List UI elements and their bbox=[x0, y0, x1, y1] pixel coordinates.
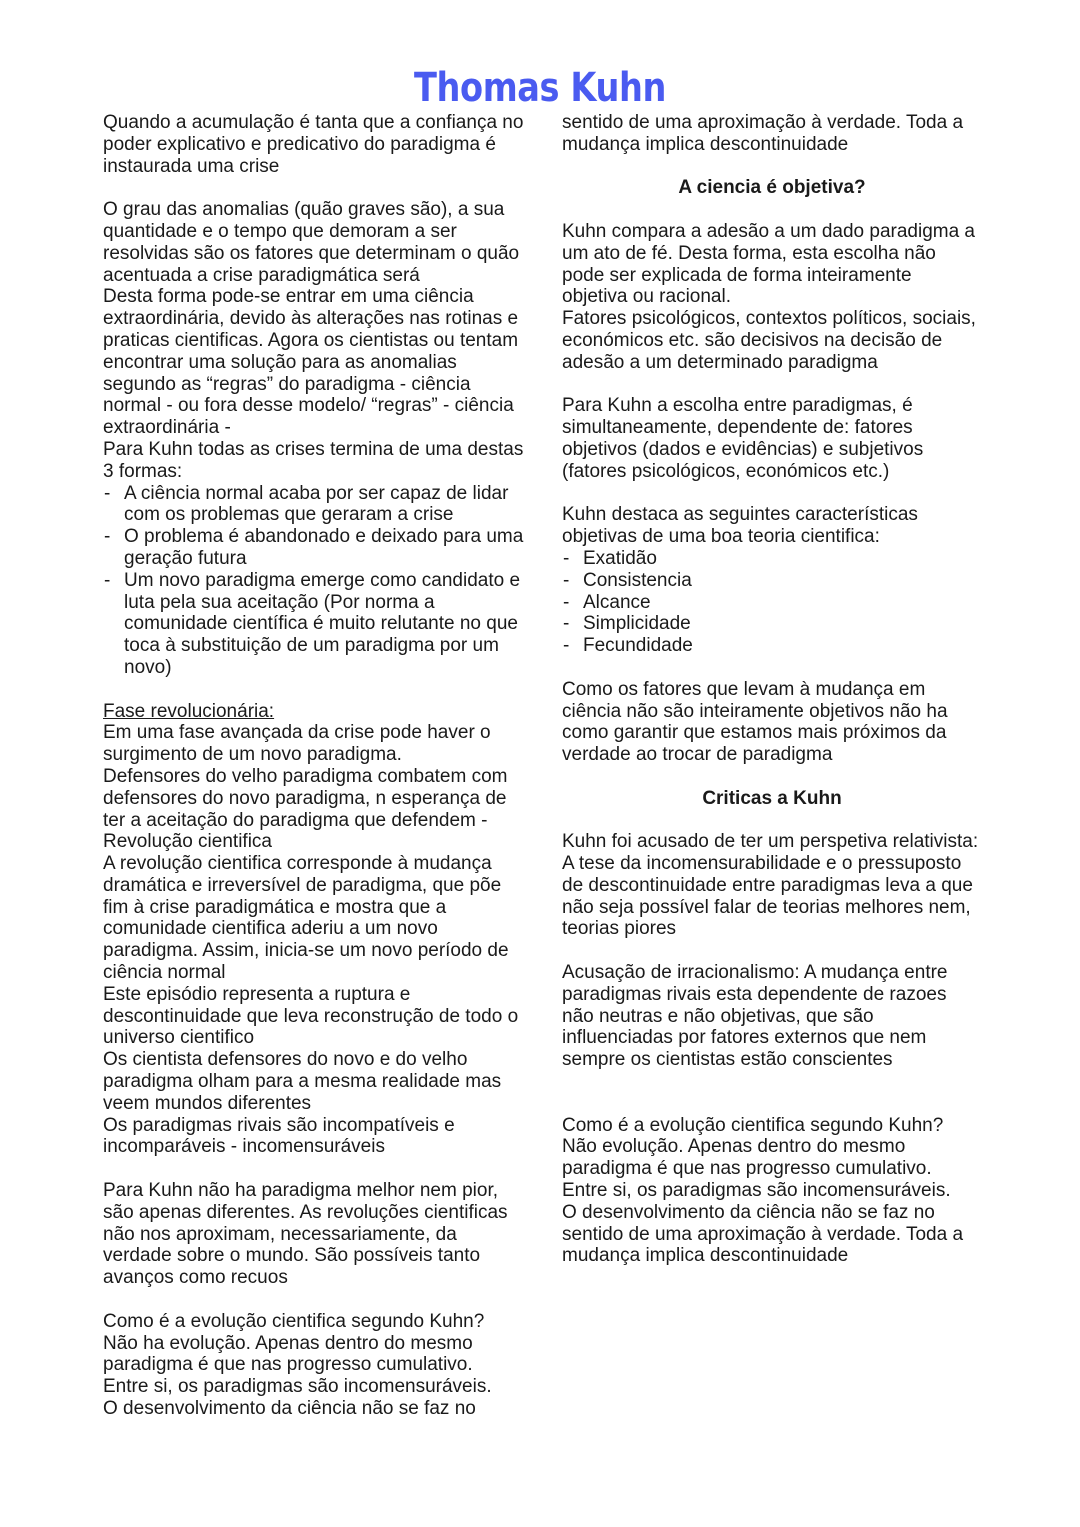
characteristics-intro: Kuhn destaca as seguintes características objetivas de uma boa teoria cientifica: bbox=[562, 504, 918, 548]
evolution-line: Entre si, os paradigmas são incomensuráveis. bbox=[562, 1180, 951, 1202]
crisis-outcomes-intro: Para Kuhn todas as crises termina de uma destas 3 formas: bbox=[103, 438, 524, 482]
evolution-question: Como é a evolução cientifica segundo Kuhn? bbox=[103, 1310, 485, 1332]
list-item: - Simplicidade bbox=[562, 613, 982, 635]
no-better-paradigm-paragraph: Para Kuhn não ha paradigma melhor nem pior, são apenas diferentes. As revoluções cientificas não nos aproximam, necessariamente, da verdade sobre o mundo. São possíveis tanto avanços como recuos bbox=[103, 1180, 508, 1289]
evolution-line: Não ha evolução. Apenas dentro do mesmo paradigma é que nas progresso cumulativo. bbox=[103, 1332, 473, 1376]
irrationalism-paragraph: Acusação de irracionalismo: A mudança entre paradigmas rivais esta dependente de razoes não neutras e não objetivas, que são influenciadas por fatores externos que nem sempre os cientistas estão conscientes bbox=[562, 962, 948, 1071]
revolution-heading: Fase revolucionária: bbox=[103, 700, 275, 722]
revolution-line: Este episódio representa a ruptura e descontinuidade que leva reconstrução de todo o universo cientifico bbox=[103, 983, 519, 1049]
crisis-outcomes-list bbox=[103, 483, 528, 679]
list-item: - Alcance bbox=[562, 592, 982, 614]
relativism-paragraph: Kuhn foi acusado de ter um perspetiva relativista: A tese da incomensurabilidade e o pressuposto de descontinuidade entre paradigmas leva a que não seja possível falar de teorias melhores nem, teorias piores bbox=[562, 831, 979, 940]
faith-paragraph: Kuhn compara a adesão a um dado paradigma a um ato de fé. Desta forma, esta escolha não pode ser explicada de forma inteiramente objetiva ou racional. bbox=[562, 220, 975, 308]
left-column bbox=[103, 112, 528, 1420]
revolution-line: Os paradigmas rivais são incompatíveis e incomparáveis - incomensuráveis bbox=[103, 1114, 455, 1158]
page-title: Thomas Kuhn bbox=[414, 65, 666, 111]
objectivity-heading: A ciencia é objetiva? bbox=[678, 177, 866, 199]
revolution-line: Defensores do velho paradigma combatem com defensores do novo paradigma, n esperança de ter a aceitação do paradigma que defendem - Revolução cientifica bbox=[103, 765, 508, 853]
revolution-line: Em uma fase avançada da crise pode haver o surgimento de um novo paradigma. bbox=[103, 722, 491, 766]
critics-heading: Criticas a Kuhn bbox=[702, 787, 842, 809]
revolution-line: Os cientista defensores do novo e do velho paradigma olham para a mesma realidade mas veem mundos diferentes bbox=[103, 1049, 502, 1114]
list-item: - Exatidão bbox=[562, 548, 982, 570]
revolution-line: A revolução cientifica corresponde à mudança dramática e irreversível de paradigma, que põe fim à crise paradigmática e mostra que a comunidade cientifica aderiu a um novo paradigma. Assim, inicia-se um novo período de ciência normal bbox=[103, 853, 509, 984]
evolution-line: O desenvolvimento da ciência não se faz no sentido de uma aproximação à verdade. Toda a mudança implica descontinuidade bbox=[562, 1201, 964, 1267]
evolution-line: Entre si, os paradigmas são incomensuráveis. bbox=[103, 1376, 492, 1398]
list-item: - Um novo paradigma emerge como candidato e luta pela sua aceitação (Por norma a comunidade científica é muito relutante no que toca à substituição de um paradigma por um novo) bbox=[103, 570, 528, 679]
list-item: - A ciência normal acaba por ser capaz de lidar com os problemas que geraram a crise bbox=[103, 483, 528, 527]
list-item: - Consistencia bbox=[562, 570, 982, 592]
characteristics-list bbox=[562, 548, 982, 657]
crisis-intro-paragraph: Quando a acumulação é tanta que a confiança no poder explicativo e predicativo do paradigma é instaurada uma crise bbox=[103, 112, 524, 177]
extraordinary-science-paragraph: Desta forma pode-se entrar em uma ciência extraordinária, devido às alterações nas rotinas e praticas cientificas. Agora os cientistas ou tentam encontrar uma solução para as anomalias segundo as “regras” do paradigma - ciência normal - ou fora desse modelo/ “regras” - ciência extraordinária - bbox=[103, 286, 519, 439]
choice-paragraph: Para Kuhn a escolha entre paradigmas, é simultaneamente, dependente de: fatores objetivos (dados e evidências) e subjetivos (fatores psicológicos, económicos etc.) bbox=[562, 395, 924, 482]
evolution-line: O desenvolvimento da ciência não se faz no bbox=[103, 1398, 476, 1420]
list-item: - O problema é abandonado e deixado para uma geração futura bbox=[103, 526, 528, 570]
list-item: - Fecundidade bbox=[562, 635, 982, 657]
continuation-paragraph: sentido de uma aproximação à verdade. Toda a mudança implica descontinuidade bbox=[562, 112, 964, 155]
evolution-line: Não evolução. Apenas dentro do mesmo paradigma é que nas progresso cumulativo. bbox=[562, 1136, 932, 1180]
right-column bbox=[562, 112, 982, 1267]
evolution-question: Como é a evolução cientifica segundo Kuhn? bbox=[562, 1114, 944, 1136]
factors-paragraph: Fatores psicológicos, contextos políticos, sociais, económicos etc. são decisivos na decisão de adesão a um determinado paradigma bbox=[562, 308, 976, 373]
anomalies-paragraph: O grau das anomalias (quão graves são), a sua quantidade e o tempo que demoram a ser resolvidas são os fatores que determinam o quão acentuada a crise paradigmática será bbox=[103, 199, 520, 286]
truth-paragraph: Como os fatores que levam à mudança em ciência não são inteiramente objetivos não ha como garantir que estamos mais próximos da verdade ao trocar de paradigma bbox=[562, 678, 948, 766]
